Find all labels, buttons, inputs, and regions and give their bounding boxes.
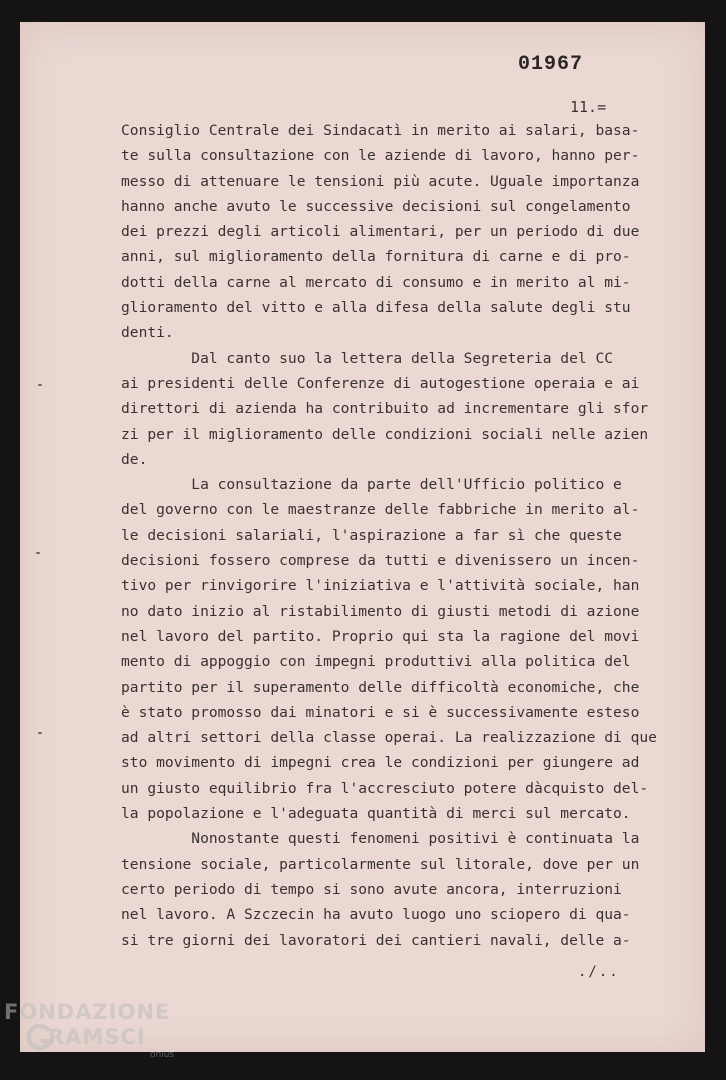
- text-line: la popolazione e l'adeguata quantità di merci sul mercato.: [121, 805, 631, 823]
- text-line: sto movimento di impegni crea le condizioni per giungere ad: [121, 754, 640, 772]
- text-line: La consultazione da parte dell'Ufficio politico e: [121, 476, 622, 494]
- text-line: si tre giorni dei lavoratori dei cantieri navali, delle a-: [121, 931, 631, 949]
- text-line: mento di appoggio con impegni produttivi alla politica del: [121, 653, 631, 671]
- text-line: le decisioni salariali, l'aspirazione a far sì che queste: [121, 526, 622, 544]
- watermark-suffix: onlus: [150, 1050, 175, 1060]
- text-line: nel lavoro. A Szczecin ha avuto luogo uno sciopero di qua-: [121, 906, 631, 924]
- text-line: denti.: [121, 324, 174, 342]
- text-line: Consiglio Centrale dei Sindacatì in merito ai salari, basa-: [121, 122, 640, 139]
- text-line: un giusto equilibrio fra l'accresciuto potere dàcquisto del-: [121, 779, 649, 797]
- text-line: dotti della carne al mercato di consumo e in merito al mi-: [121, 273, 631, 291]
- margin-dot: [38, 384, 42, 386]
- text-line: ad altri settori della classe operai. La realizzazione di que: [121, 729, 657, 747]
- text-line: del governo con le maestranze delle fabbriche in merito al-: [121, 501, 640, 519]
- text-line: dei prezzi degli articoli alimentari, per un periodo di due: [121, 223, 640, 241]
- text-line: direttori di azienda ha contribuito ad incrementare gli sfor: [121, 400, 649, 418]
- text-line: anni, sul miglioramento della fornitura di carne e di pro-: [121, 248, 631, 266]
- margin-dot: [38, 732, 42, 734]
- text-line: certo periodo di tempo si sono avute ancora, interruzioni: [121, 880, 622, 898]
- text-line: glioramento del vitto e alla difesa della salute degli stu: [121, 299, 631, 317]
- text-line: de.: [121, 450, 148, 468]
- document-page: [20, 22, 705, 1052]
- archive-number: 01967: [517, 53, 583, 76]
- text-line: ai presidenti delle Conferenze di autogestione operaia e ai: [121, 374, 640, 392]
- text-line: te sulla consultazione con le aziende di lavoro, hanno per-: [121, 147, 640, 165]
- watermark-line2: RAMSCI: [48, 1025, 146, 1049]
- text-line: decisioni fossero comprese da tutti e divenissero un incen-: [121, 552, 640, 570]
- watermark: [0, 1000, 190, 1070]
- continuation-mark: ./..: [578, 964, 620, 980]
- margin-dot: [36, 552, 40, 554]
- text-line: hanno anche avuto le successive decisioni sul congelamento: [121, 197, 631, 215]
- text-line: è stato promosso dai minatori e si è successivamente esteso: [121, 703, 640, 721]
- text-line: nel lavoro del partito. Proprio qui sta la ragione del movi: [121, 627, 640, 645]
- watermark-line1: FONDAZIONE: [4, 1000, 171, 1024]
- typed-text-body: [121, 118, 661, 953]
- text-line: no dato inizio al ristabilimento di giusti metodi di azione: [121, 602, 640, 620]
- text-line: Dal canto suo la lettera della Segreteria del CC: [121, 349, 614, 367]
- text-line: messo di attenuare le tensioni più acute. Uguale importanza: [121, 172, 640, 190]
- text-line: zi per il miglioramento delle condizioni sociali nelle azien: [121, 425, 649, 443]
- text-line: tensione sociale, particolarmente sul litorale, dove per un: [121, 855, 640, 873]
- text-line: partito per il superamento delle difficoltà economiche, che: [121, 678, 640, 696]
- page-number: 11.=: [570, 98, 607, 116]
- text-line: tivo per rinvigorire l'iniziativa e l'attività sociale, han: [121, 577, 640, 595]
- text-line: Nonostante questi fenomeni positivi è continuata la: [121, 830, 640, 848]
